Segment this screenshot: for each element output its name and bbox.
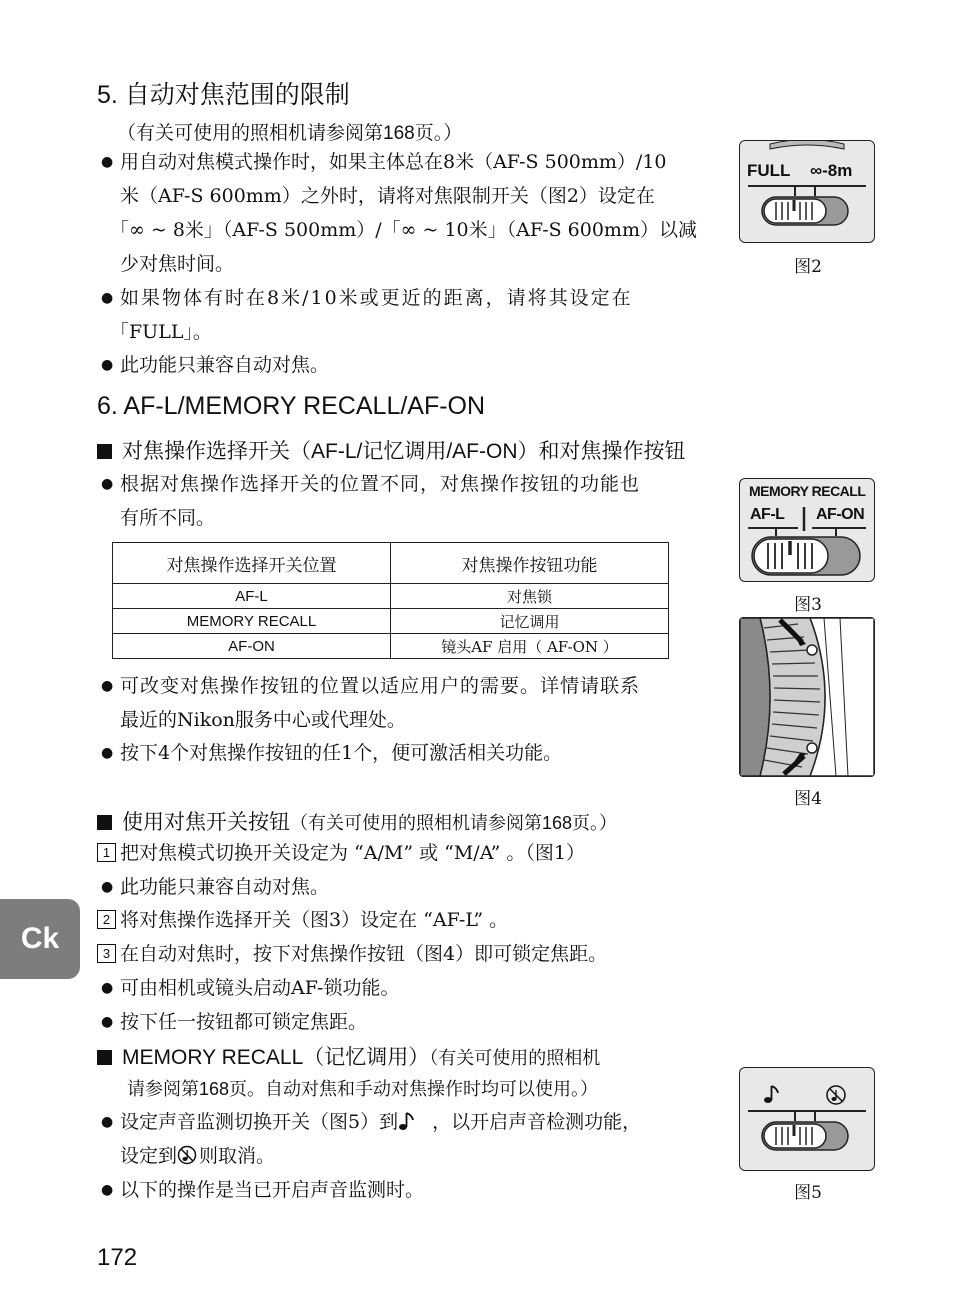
section-5-title: 5. 自动对焦范围的限制 [97, 81, 350, 109]
text-line: 少对焦时间。 [120, 253, 235, 275]
bullet-dot: ● [101, 290, 114, 306]
language-side-tab: Ck [0, 899, 80, 979]
square-bullet-icon [97, 444, 112, 459]
table-cell: 镜头AF 启用（ AF-ON ） [391, 634, 669, 659]
text-line: 「∞ ~ 8米」（AF-S 500mm）/「∞ ~ 10米」（AF-S 600mm）以减 [110, 219, 697, 241]
page-number: 172 [97, 1244, 138, 1271]
figure-3-caption: 图3 [794, 595, 822, 615]
figure-2-caption: 图2 [794, 257, 822, 277]
subsection-note: 请参阅第168页。自动对焦和手动对焦操作时均可以使用。） [127, 1079, 599, 1099]
square-bullet-icon [97, 815, 112, 830]
table-cell: MEMORY RECALL [113, 609, 391, 634]
figure-5-switch [739, 1067, 875, 1171]
sound-off-icon [177, 1144, 199, 1168]
table-cell: AF-ON [113, 634, 391, 659]
figure-2-switch [739, 140, 875, 243]
text-line: 设定到 则取消。 [120, 1145, 276, 1167]
bullet-dot: ● [101, 357, 114, 373]
figure-4-lens [739, 617, 875, 777]
text-line: 最近的Nikon服务中心或代理处。 [120, 709, 406, 731]
text-line: 有所不同。 [120, 507, 216, 529]
fig3-afon-label: AF-ON [816, 506, 865, 523]
bullet-dot: ● [101, 1014, 114, 1030]
text-line: 可改变对焦操作按钮的位置以适应用户的需要。详情请联系 [120, 675, 641, 697]
bullet-dot: ● [101, 678, 114, 694]
text-line: 以下的操作是当已开启声音监测时。 [120, 1179, 425, 1201]
subsection-title: 对焦操作选择开关（AF-L/记忆调用/AF-ON）和对焦操作按钮 [97, 435, 686, 465]
bullet-dot: ● [101, 879, 114, 895]
square-bullet-icon [97, 1050, 112, 1065]
step-number: 1 [97, 843, 116, 862]
text-line: 按下任一按钮都可锁定焦距。 [120, 1011, 368, 1033]
function-table [112, 542, 669, 659]
fig2-range-label: ∞-8m [810, 161, 853, 180]
bullet-dot: ● [101, 980, 114, 996]
table-header: 对焦操作按钮功能 [391, 543, 669, 584]
text-line: 此功能只兼容自动对焦。 [120, 354, 330, 376]
text-line: 如果物体有时在8米/10米或更近的距离，请将其设定在 [120, 287, 633, 309]
table-cell: 记忆调用 [391, 609, 669, 634]
text-line: 「FULL」。 [110, 321, 212, 343]
bullet-dot: ● [101, 1182, 114, 1198]
table-cell: AF-L [113, 584, 391, 609]
fig3-memory-recall-label: MEMORY RECALL [749, 483, 866, 499]
text-line: 可由相机或镜头启动AF-锁功能。 [120, 977, 400, 999]
text-line: 把对焦模式切换开关设定为 “A/M” 或 “M/A” 。（图1） [120, 842, 585, 864]
subsection-title: 使用对焦开关按钮（有关可使用的照相机请参阅第168页。） [97, 806, 617, 836]
text-line: 将对焦操作选择开关（图3）设定在 “AF-L” 。 [120, 909, 509, 931]
bullet-dot: ● [101, 476, 114, 492]
fig3-afl-label: AF-L [750, 506, 785, 523]
text-line: 根据对焦操作选择开关的位置不同，对焦操作按钮的功能也 [120, 473, 641, 495]
step-number: 3 [97, 944, 116, 963]
text-line: 在自动对焦时，按下对焦操作按钮（图4）即可锁定焦距。 [120, 943, 608, 965]
sound-on-icon [398, 1110, 432, 1134]
section-5-note: （有关可使用的照相机请参阅第168页。） [117, 123, 463, 144]
table-cell: 对焦锁 [391, 584, 669, 609]
focus-limit-switch-icon [740, 141, 874, 242]
figure-3-switch [739, 478, 875, 582]
lens-barrel-icon [740, 618, 874, 776]
text-line: 用自动对焦模式操作时，如果主体总在8米（AF-S 500mm）/10 [120, 151, 667, 173]
bullet-dot: ● [101, 1114, 114, 1130]
bullet-dot: ● [101, 745, 114, 761]
sound-monitor-switch-icon [740, 1068, 874, 1170]
text-line: 此功能只兼容自动对焦。 [120, 876, 330, 898]
text-line: 米（AF-S 600mm）之外时，请将对焦限制开关（图2）设定在 [120, 185, 655, 207]
section-6-title: 6. AF-L/MEMORY RECALL/AF-ON [97, 392, 486, 420]
text-line: 按下4个对焦操作按钮的任1个，便可激活相关功能。 [120, 742, 563, 764]
text-line: 设定声音监测切换开关（图5）到 ，以开启声音检测功能， [120, 1111, 642, 1133]
table-header: 对焦操作选择开关位置 [113, 543, 391, 584]
bullet-dot: ● [101, 154, 114, 170]
step-number: 2 [97, 910, 116, 929]
figure-4-caption: 图4 [794, 789, 822, 809]
fig2-full-label: FULL [747, 161, 791, 180]
figure-5-caption: 图5 [794, 1183, 822, 1203]
subsection-title: MEMORY RECALL（记忆调用）（有关可使用的照相机 [97, 1041, 600, 1071]
